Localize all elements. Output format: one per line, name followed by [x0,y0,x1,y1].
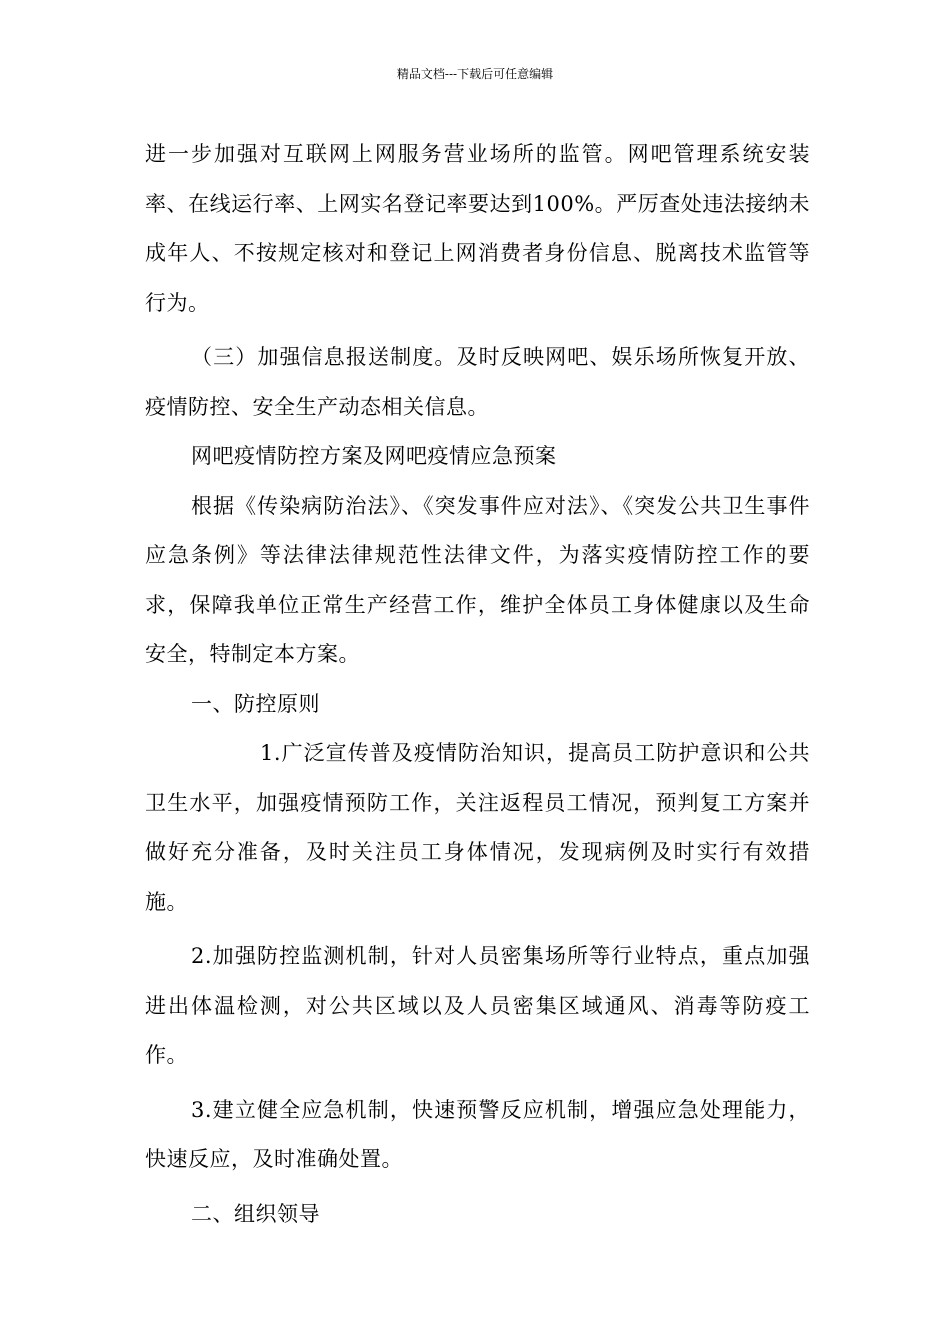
list-item-3: 3.建立健全应急机制，快速预警反应机制，增强应急处理能力，快速反应，及时准确处置。 [145,1097,810,1171]
document-body [145,130,810,1239]
list-item-1: 1.广泛宣传普及疫情防治知识，提高员工防护意识和公共卫生水平，加强疫情预防工作，关注返程员工情况，预判复工方案并做好充分准备，及时关注员工身体情况，发现病例及时实行有效措施。 [145,741,810,914]
paragraph-info-reporting: （三）加强信息报送制度。及时反映网吧、娱乐场所恢复开放、疫情防控、安全生产动态相关信息。 [145,345,810,419]
paragraph-legal-basis: 根据《传染病防治法》、《突发事件应对法》、《突发公共卫生事件应急条例》等法律法律规范性法律文件，为落实疫情防控工作的要求，保障我单位正常生产经营工作，维护全体员工身体健康以及生命安全，特制定本方案。 [145,493,810,666]
page-header: 精品文档---下载后可任意编辑 [396,67,554,81]
list-item-2: 2.加强防控监测机制，针对人员密集场所等行业特点，重点加强进出体温检测，对公共区域以及人员密集区域通风、消毒等防疫工作。 [145,944,810,1067]
paragraph-supervision: 进一步加强对互联网上网服务营业场所的监管。网吧管理系统安装率、在线运行率、上网实名登记率要达到100%。严厉查处违法接纳未成年人、不按规定核对和登记上网消费者身份信息、脱离技术监管等行为。 [145,142,810,315]
heading-prevention-principles: 一、防控原则 [191,691,320,716]
heading-organization: 二、组织领导 [191,1201,320,1226]
section-title: 网吧疫情防控方案及网吧疫情应急预案 [191,444,557,468]
